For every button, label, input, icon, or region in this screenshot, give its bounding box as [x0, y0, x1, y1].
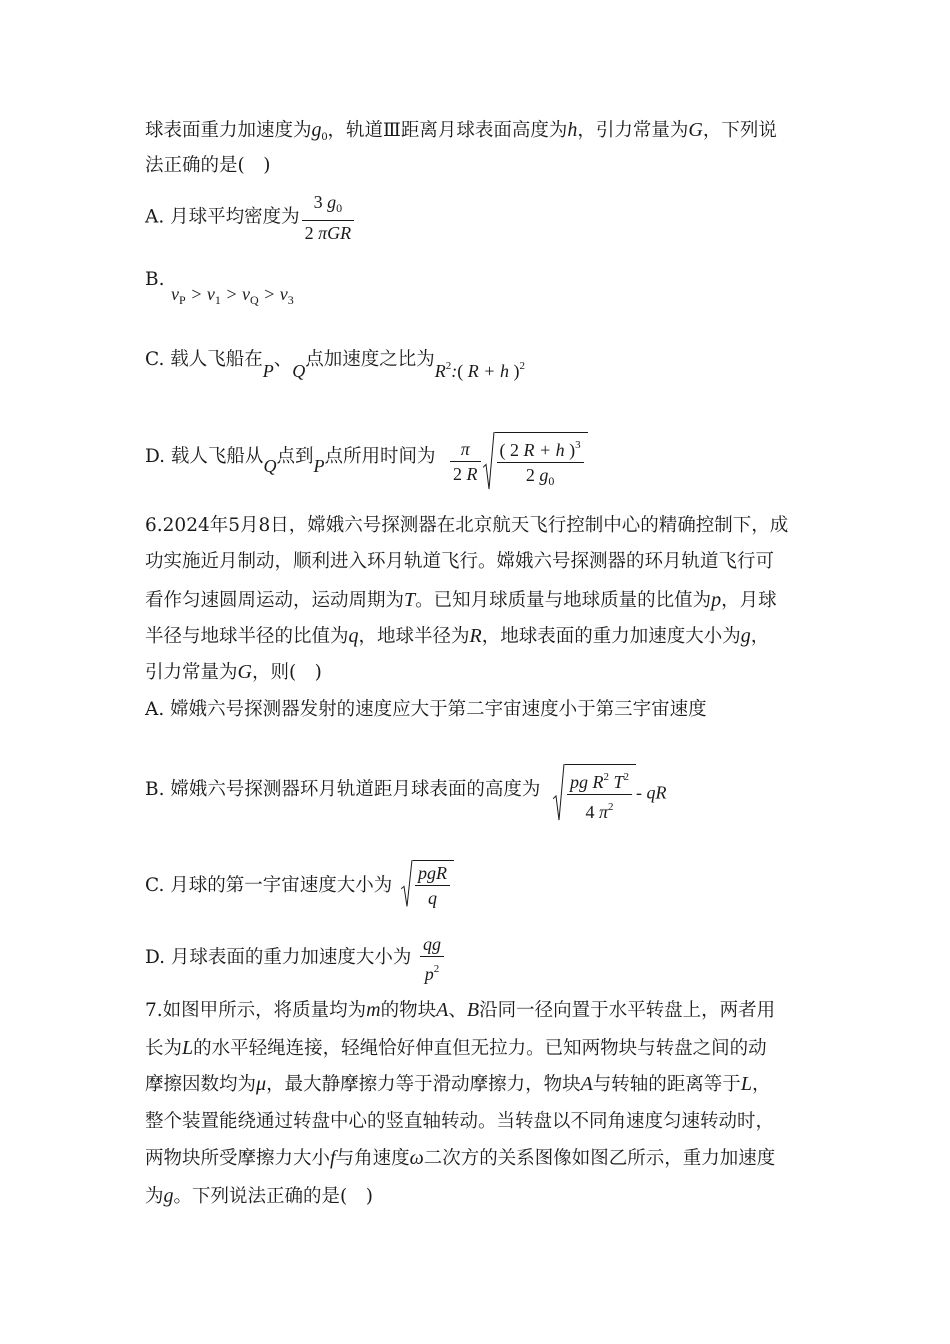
option-label: C. 月球的第一宇宙速度大小为 — [145, 875, 393, 896]
q6-option-c — [145, 874, 392, 898]
symbol-T: T — [404, 589, 416, 611]
option-label: B. 嫦娥六号探测器环月轨道距月球表面的高度为 — [145, 779, 541, 800]
q5-text: ，引力常量为 — [577, 120, 689, 141]
q7-line-4: 整个装置能绕通过转盘中心的竖直轴转动。当转盘以不同角速度匀速转动时， — [145, 1111, 775, 1132]
q7-line-1: 7.如图甲所示，将质量均为m的物块A、B沿同一径向置于水平转盘上，两者用 — [145, 999, 776, 1021]
symbol-L: L — [182, 1037, 194, 1059]
q7-line-6: 为g。下列说法正确的是( ) — [145, 1185, 373, 1207]
q6-option-d-math: $\frac{qg}{p^2}$ — [420, 934, 444, 984]
option-label: A. 月球平均密度为 — [145, 206, 300, 228]
symbol-m: m — [366, 999, 381, 1021]
symbol-f: f — [330, 1147, 336, 1169]
q5-line-2: 法正确的是( ) — [145, 155, 271, 176]
q7-line-2: 长为L的水平轻绳连接，轻绳恰好伸直但无拉力。已知两物块与转盘之间的动 — [145, 1037, 767, 1059]
symbol-L: L — [740, 1073, 752, 1095]
q5-option-a — [145, 192, 356, 243]
symbol-h: h — [567, 119, 578, 141]
symbol-B: B — [466, 999, 480, 1021]
symbol-A: A — [580, 1073, 593, 1095]
symbol-A: A — [436, 999, 449, 1021]
symbol-R: R — [469, 625, 482, 647]
symbol-g: g — [163, 1185, 174, 1207]
symbol-G: G — [688, 119, 703, 141]
q6-option-d — [145, 946, 411, 970]
q5-option-c: C. 载人飞船在P、Q点加速度之比为$R^2$:( R + h )$^2$ — [145, 349, 525, 381]
q7-line-5: 两物块所受摩擦力大小f与角速度ω二次方的关系图像如图乙所示，重力加速度 — [145, 1147, 776, 1169]
q5-option-d-math: $\frac{\pi}{2 R}$ $\frac{( 2 R + h )^3}{2 g_0}$ — [448, 432, 588, 491]
q5-option-b-math: $v_P > v_1 > v_Q > v_3$ — [171, 284, 294, 307]
option-label: C. 载人飞船在 — [145, 349, 263, 370]
symbol-p: p — [711, 589, 722, 611]
option-label: D. 载人飞船从 — [145, 446, 264, 467]
symbol-g: g — [740, 625, 751, 647]
q6-option-b — [145, 778, 540, 802]
symbol-q: q — [348, 625, 359, 647]
q6-line-3: 看作匀速圆周运动，运动周期为T。已知月球质量与地球质量的比值为p，月球 — [145, 589, 777, 611]
q6-line-1: 6.2024年5月8日，嫦娥六号探测器在北京航天飞行控制中心的精确控制下，成 — [145, 515, 789, 536]
q7-line-3: 摩擦因数均为μ，最大静摩擦力等于滑动摩擦力，物块A与转轴的距离等于L， — [145, 1073, 771, 1095]
q5-line-1 — [145, 118, 777, 148]
q5-option-b — [145, 268, 164, 292]
symbol-mu: μ — [256, 1073, 267, 1095]
option-label: B. — [145, 269, 165, 290]
q6-line-2: 功实施近月制动，顺利进入环月轨道飞行。嫦娥六号探测器的环月轨道飞行可 — [145, 551, 775, 572]
q6-option-c-math: $\frac{\text{pgR}}{q}$ — [401, 860, 454, 908]
symbol-G: G — [237, 661, 252, 683]
option-label: D. 月球表面的重力加速度大小为 — [145, 947, 412, 968]
q5-text: ，轨道Ⅲ距离月球表面高度为 — [327, 120, 568, 141]
q6-option-b-math: $\frac{pg R^2 T^2}{4 \pi^2}$ - qR — [553, 764, 667, 822]
fraction-density: $\frac{3 g_0}{\text{2 πGR}}$ — [302, 192, 355, 243]
q6-option-a: A. 嫦娥六号探测器发射的速度应大于第二宇宙速度小于第三宇宙速度 — [145, 699, 707, 720]
q5-text: 球表面重力加速度为 — [145, 120, 312, 141]
q5-option-d: D. 载人飞船从Q点到P点所用时间为 — [145, 446, 436, 476]
symbol-g: $g_0$ — [311, 119, 328, 143]
symbol-omega: ω — [409, 1147, 424, 1169]
q6-line-5: 引力常量为G，则( ) — [145, 661, 322, 683]
q6-line-4: 半径与地球半径的比值为q，地球半径为R，地球表面的重力加速度大小为g， — [145, 625, 770, 647]
q5-text: ，下列说 — [702, 120, 777, 141]
